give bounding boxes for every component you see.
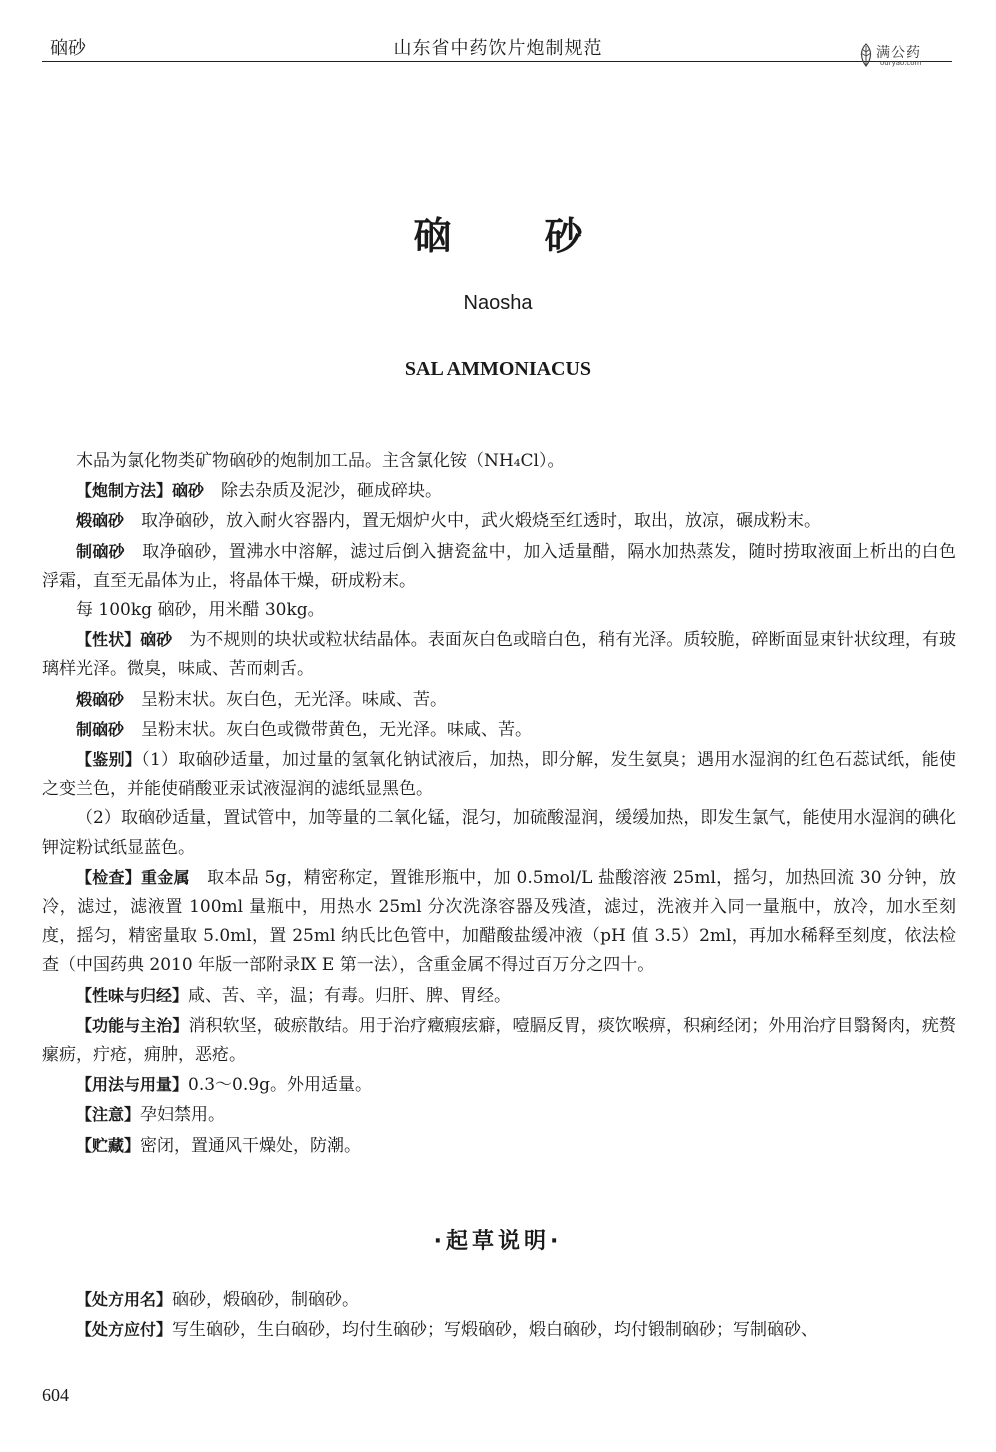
paragraph-text: 呈粉末状。灰白色或微带黄色，无光泽。味咸、苦。 (124, 719, 533, 740)
section-label: 【处方用名】 (76, 1290, 173, 1309)
logo-url: ouryao.com (880, 59, 922, 67)
source-paragraph: 木品为氯化物类矿物硇砂的炮制加工品。主含氯化铵（NH₄Cl）。 (76, 451, 565, 471)
term-label: 硇砂 (172, 481, 205, 501)
paragraph-text: 取净硇砂，放入耐火容器内，置无烟炉火中，武火煅烧至红透时，取出，放凉，碾成粉末。 (124, 511, 822, 532)
dosage-paragraph (42, 1070, 956, 1100)
prepared-paragraph (42, 537, 956, 596)
page-title: 硇 砂 (413, 214, 583, 258)
section-label: 【性状】 (76, 630, 141, 650)
storage-paragraph (42, 1131, 956, 1161)
section-label: 【炮制方法】 (76, 481, 173, 501)
calcined-paragraph (42, 506, 956, 536)
paragraph-text: 取净硇砂，置沸水中溶解，滤过后倒入搪瓷盆中，加入适量醋，隔水加热蒸发，随时捞取液面上析出的白色浮霜，直至无晶体为止，将晶体干燥，研成粉末。 (42, 541, 956, 591)
running-header-section: 硇砂 (50, 38, 86, 59)
paragraph-text: 消积软坚，破瘀散结。用于治疗癥瘕痃癖，噎膈反胃，痰饮喉痹，积痢经闭；外用治疗目翳胬肉，疣赘瘰疬，疔疮，痈肿，恶疮。 (42, 1015, 956, 1066)
identification-paragraph-2: （2）取硇砂适量，置试管中，加等量的二氧化锰，混匀，加硫酸湿润，缓缓加热，即发生氯气，能使用水湿润的碘化钾淀粉试纸显蓝色。 (42, 808, 956, 858)
paragraph-text: 取本品 5g，精密称定，置锥形瓶中，加 0.5mol/L 盐酸溶液 25ml，摇匀，加热回流 30 分钟，放冷，滤过，滤液置 100ml 量瓶中，用热水 25ml 分次洗涤容器及残渣，滤过，洗液并入同一量瓶中，放冷，加水至刻度，摇匀，精密量取 5.0ml，置 25ml 纳氏比色管中，加醋酸盐缓冲液（pH 值 3.5）2ml，再加水稀释至刻度，依法检查（中国药典 2010 年版一部附录Ⅸ E 第一法），含重金属不得过百万分之四十。 (42, 867, 956, 976)
paragraph-text: 咸、苦、辛，温；有毒。归肝、脾、胃经。 (188, 985, 512, 1006)
paragraph-text: 为不规则的块状或粒状结晶体。表面灰白色或暗白色，稍有光泽。质较脆，碎断面显束针状纹理，有玻璃样光泽。微臭，味咸、苦而刺舌。 (42, 630, 956, 680)
latin-title: SAL AMMONIACUS (404, 358, 592, 380)
section-label: 【注意】 (76, 1105, 141, 1125)
term-label: 煅硇砂 (76, 511, 125, 531)
drafting-notes (42, 1285, 956, 1345)
prepared-description (42, 715, 956, 745)
section-label: 【检查】 (76, 867, 142, 887)
paragraph-text: 写生硇砂，生白硇砂，均付生硇砂；写煅硇砂，煅白硇砂，均付锻制硇砂；写制硇砂、 (172, 1320, 819, 1340)
section-label: 【用法与用量】 (76, 1075, 189, 1095)
term-label: 硇砂 (140, 630, 173, 650)
caution-paragraph (42, 1100, 956, 1130)
paragraph-text: 呈粉末状。灰白色，无光泽。味咸、苦。 (124, 689, 448, 710)
processing-paragraph (42, 476, 956, 506)
calcined-description (42, 685, 956, 715)
monograph-body (42, 447, 956, 1161)
paragraph-text: （1）取硇砂适量，加过量的氢氧化钠试液后，加热，即分解，发生氨臭；遇用水湿润的红色石蕊试纸，能使之变兰色，并能使硝酸亚汞试液湿润的滤纸显黑色。 (42, 750, 956, 800)
leaf-logo-icon (856, 42, 876, 68)
ratio-paragraph: 每 100kg 硇砂，用米醋 30kg。 (76, 600, 325, 621)
publisher-logo (846, 40, 956, 72)
logo-text: 满公药 (876, 45, 921, 61)
paragraph-text: 孕妇禁用。 (140, 1105, 226, 1126)
test-paragraph (42, 863, 956, 981)
drafting-notes-title: ·起草说明· (433, 1229, 563, 1254)
header-rule (42, 61, 952, 62)
pinyin-title: Naosha (463, 292, 533, 314)
term-label: 煅硇砂 (76, 689, 125, 709)
prescription-dispense-paragraph (42, 1315, 956, 1345)
function-paragraph (42, 1011, 956, 1070)
section-label: 【功能与主治】 (76, 1015, 189, 1035)
section-label: 【性味与归经】 (76, 985, 189, 1005)
identification-paragraph (42, 745, 956, 804)
paragraph-text: 密闭，置通风干燥处，防潮。 (140, 1135, 362, 1156)
term-label: 重金属 (141, 867, 190, 887)
term-label: 制硇砂 (76, 719, 125, 739)
property-paragraph (42, 981, 956, 1011)
term-label: 制硇砂 (76, 541, 125, 561)
paragraph-text: 0.3～0.9g。外用适量。 (188, 1075, 372, 1096)
section-label: 【鉴别】 (76, 750, 142, 770)
description-paragraph (42, 625, 956, 684)
prescription-name-paragraph (42, 1285, 956, 1315)
paragraph-text: 硇砂，煅硇砂，制硇砂。 (172, 1290, 360, 1310)
running-header-title: 山东省中药饮片炮制规范 (393, 38, 603, 59)
paragraph-text: 除去杂质及泥沙，砸成碎块。 (204, 481, 443, 502)
section-label: 【处方应付】 (76, 1320, 173, 1339)
section-label: 【贮藏】 (76, 1135, 141, 1155)
page-number: 604 (42, 1385, 69, 1405)
